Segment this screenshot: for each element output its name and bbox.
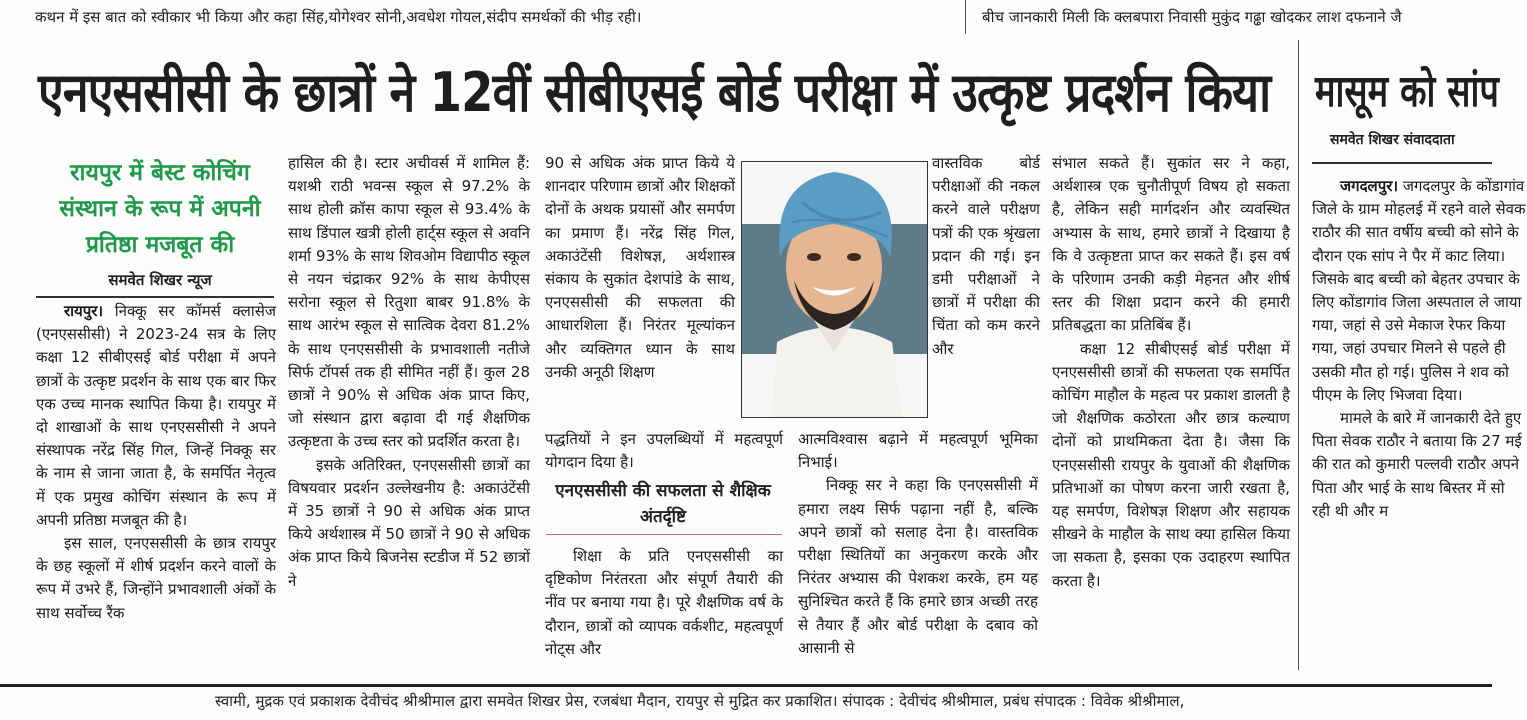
paragraph-text: निक्कू सर कॉमर्स क्लासेज (एनएससीसी) ने 2023-24 सत्र के लिए कक्षा 12 सीबीएसई बोर्ड परीक्षा में अपने छात्रों के उत्कृष्ट प्रदर्शन के साथ एक बार फिर एक उच्च मानक स्थापित किया है। रायपुर में दो शाखाओं के साथ एनएससीसी ने अपने संस्थापक नरेंद्र सिंह गिल, जिन्हें निक्कू सर के नाम से जाना जाता है, के समर्पित नेतृत्व में एक प्रमुख कोचिंग संस्थान के रूप में अपनी प्रतिष्ठा मजबूत की है। (36, 302, 276, 529)
paragraph: वास्तविक बोर्ड परीक्षाओं की नकल करने वाले परीक्षण पत्रों की एक श्रृंखला प्रदान की गई। इन डमी परीक्षाओं ने छात्रों में परीक्षा की चिंता को कम करने और (932, 154, 1040, 358)
paragraph: इसके अतिरिक्त, एनएससीसी छात्रों का विषयवार प्रदर्शन उल्लेखनीय है: अकाउंटेंसी में 35 छात्रों ने 90 से अधिक अंक प्राप्त किये अर्थशास्त्र में 50 छात्रों ने 90 से अधिक अंक प्राप्त किये बिजनेस स्टडीज में 52 छात्रों ने (288, 455, 530, 590)
side-headline: मासूम को सांप (1315, 66, 1499, 117)
side-byline: समवेत शिखर संवाददाता (1330, 132, 1455, 148)
article-column-1 (36, 300, 276, 625)
paragraph: संभाल सकते हैं। सुकांत सर ने कहा, अर्थशास्त्र एक चुनौतीपूर्ण विषय हो सकता है, लेकिन सही मार्गदर्शन और व्यवस्थित अभ्यास के साथ, हमारे छात्रों ने दिखाया है कि वे उत्कृष्टता प्राप्त कर सकते हैं। इस वर्ष के परिणाम उनकी कड़ी मेहनत और शीर्ष स्तर की शिक्षा प्रदान करने की हमारी प्रतिबद्धता का प्रतिबिंब हैं। (1052, 154, 1290, 335)
side-article-column (1312, 175, 1527, 523)
column-divider (965, 0, 966, 34)
article-byline: समवेत शिखर न्यूज (108, 271, 212, 289)
article-column-2 (288, 152, 530, 593)
dateline: रायपुर। (64, 302, 104, 320)
paragraph: पद्धतियों ने इन उपलब्धियों में महत्वपूर्ण योगदान दिया है। (545, 430, 783, 472)
byline-rule (36, 296, 274, 298)
paragraph: हासिल की है। स्टार अचीवर्स में शामिल हैं: यशश्री राठी भवन्स स्कूल से 97.2% के साथ होली क्रॉस कापा स्कूल से 93.4% के साथ डिंपाल खत्री होली हार्ट्स स्कूल से अवनि शर्मा 93% के साथ शिवओम विद्यापीठ स्कूल से नयन चंद्राकर 92% के साथ केपीएस सरोना स्कूल से रितुशा बाबर 91.8% के साथ आरंभ स्कूल से सात्विक देवरा 81.2% के साथ एनएससीसी के प्रभावशाली नतीजे सिर्फ टॉपर्स तक ही सीमित नहीं हैं। कुल 28 छात्रों ने 90% से अधिक अंक प्राप्त किए, जो संस्थान द्वारा बढ़ावा दी गई शैक्षणिक उत्कृष्टता के उच्च स्तर को प्रदर्शित करता है। (288, 154, 530, 451)
previous-story-tail-left: कथन में इस बात को स्वीकार भी किया और कहा सिंह,योगेश्वर सोनी,अवधेश गोयल,संदीप समर्थकों की भीड़ रही। (35, 8, 642, 26)
paragraph: आत्मविश्वास बढ़ाने में महत्वपूर्ण भूमिका निभाई। (798, 430, 1038, 472)
article-column-5 (1052, 152, 1290, 593)
footer-rule (0, 684, 1492, 687)
main-headline: एनएससीसी के छात्रों ने 12वीं सीबीएसई बोर्ड परीक्षा में उत्कृष्ट प्रदर्शन किया (38, 61, 1271, 124)
paragraph: कक्षा 12 सीबीएसई बोर्ड परीक्षा में एनएससीसी छात्रों की सफलता एक समर्पित कोचिंग माहौल के महत्व पर प्रकाश डालती है जो शैक्षणिक कठोरता और छात्र कल्याण दोनों को प्राथमिकता देता है। जैसा कि एनएससीसी रायपुर के युवाओं की शैक्षणिक प्रतिभाओं का पोषण करना जारी रखता है, यह समर्पण, विशेषज्ञ शिक्षण और सहायक सीखने के माहौल के साथ क्या हासिल किया जा सकता है, इसका एक उदाहरण स्थापित करता है। (1052, 339, 1290, 590)
portrait-illustration (742, 162, 927, 417)
paragraph: इस साल, एनएससीसी के छात्र रायपुर के छह स्कूलों में शीर्ष प्रदर्शन करने वालों के रूप में उभरे हैं, जिन्होंने प्रभावशाली अंकों के साथ सर्वोच्च रैंक (36, 534, 276, 622)
previous-story-tail-right: बीच जानकारी मिली कि क्लबपारा निवासी मुकुंद गढ्ढा खोदकर लाश दफनाने जै (982, 8, 1402, 26)
article-column-3-wide (545, 428, 783, 474)
dateline: जगदलपुर। (1340, 177, 1399, 195)
article-column-4 (798, 428, 1038, 660)
section-heading: एनएससीसी की सफलता से शैक्षिक अंतर्दृष्टि (555, 481, 771, 527)
column-divider (1298, 40, 1299, 670)
article-column-3 (545, 152, 735, 384)
section-rule (546, 534, 782, 535)
article-column-4-narrow (932, 152, 1040, 361)
paragraph (1312, 175, 1527, 407)
footer-imprint: स्वामी, मुद्रक एवं प्रकाशक देवीचंद श्रीश्रीमाल द्वारा समवेत शिखर प्रेस, रजबंधा मैदान, रायपुर से मुद्रित कर प्रकाशित। संपादक : देवीचंद श्रीश्रीमाल, प्रबंध संपादक : विवेक श्रीश्रीमाल, (215, 692, 1185, 710)
paragraph: शिक्षा के प्रति एनएससीसी का दृष्टिकोण निरंतरता और संपूर्ण तैयारी की नींव पर बनाया गया है। पूरे शैक्षणिक वर्ष के दौरान, छात्रों को व्यापक वर्कशीट, महत्वपूर्ण नोट्स और (545, 547, 783, 658)
paragraph (36, 300, 276, 532)
paragraph: 90 से अधिक अंक प्राप्त किये ये शानदार परिणाम छात्रों और शिक्षकों दोनों के अथक प्रयासों और समर्पण का प्रमाण हैं। नरेंद्र सिंह गिल, अकाउंटेंसी विशेषज्ञ, अर्थशास्त्र संकाय के सुकांत देशपांडे के साथ, एनएससीसी की सफलता की आधारशिला हैं। निरंतर मूल्यांकन और व्यक्तिगत ध्यान के साथ उनकी अनूठी शिक्षण (545, 154, 735, 381)
article-column-3-lower (545, 545, 783, 661)
byline-rule (1312, 162, 1492, 164)
portrait-photo (741, 161, 928, 418)
paragraph-text: जगदलपुर के कोंडागांव जिले के ग्राम मोहलई में रहने वाले सेवक राठौर की सात वर्षीय बच्ची को सोने के दौरान एक सांप ने पैर में काट लिया। जिसके बाद बच्ची को बेहतर उपचार के लिए कोंडागांव जिला अस्पताल ले जाया गया, जहां से उसे मेकाज रेफर किया गया, जहां उपचार मिलने से पहले ही उसकी मौत हो गई। पुलिस ने शव को पीएम के लिए भिजवा दिया। (1312, 177, 1526, 404)
paragraph: मामले के बारे में जानकारी देते हुए पिता सेवक राठौर ने बताया कि 27 मई की रात को कुमारी पल्लवी राठौर अपने पिता और भाई के साथ बिस्तर में सो रही थी और म (1312, 409, 1522, 520)
paragraph: निक्कू सर ने कहा कि एनएससीसी में हमारा लक्ष्य सिर्फ पढ़ाना नहीं है, बल्कि अपने छात्रों को सलाह देना है। वास्तविक परीक्षा स्थितियों का अनुकरण करके और निरंतर अभ्यास की पेशकश करके, हम यह सुनिश्चित करते हैं कि हमारे छात्र अच्छी तरह से तैयार हैं और बोर्ड परीक्षा के दबाव को आसानी से (798, 476, 1038, 657)
article-subheadline: रायपुर में बेस्ट कोचिंग संस्थान के रूप में अपनी प्रतिष्ठा मजबूत की (59, 160, 261, 258)
